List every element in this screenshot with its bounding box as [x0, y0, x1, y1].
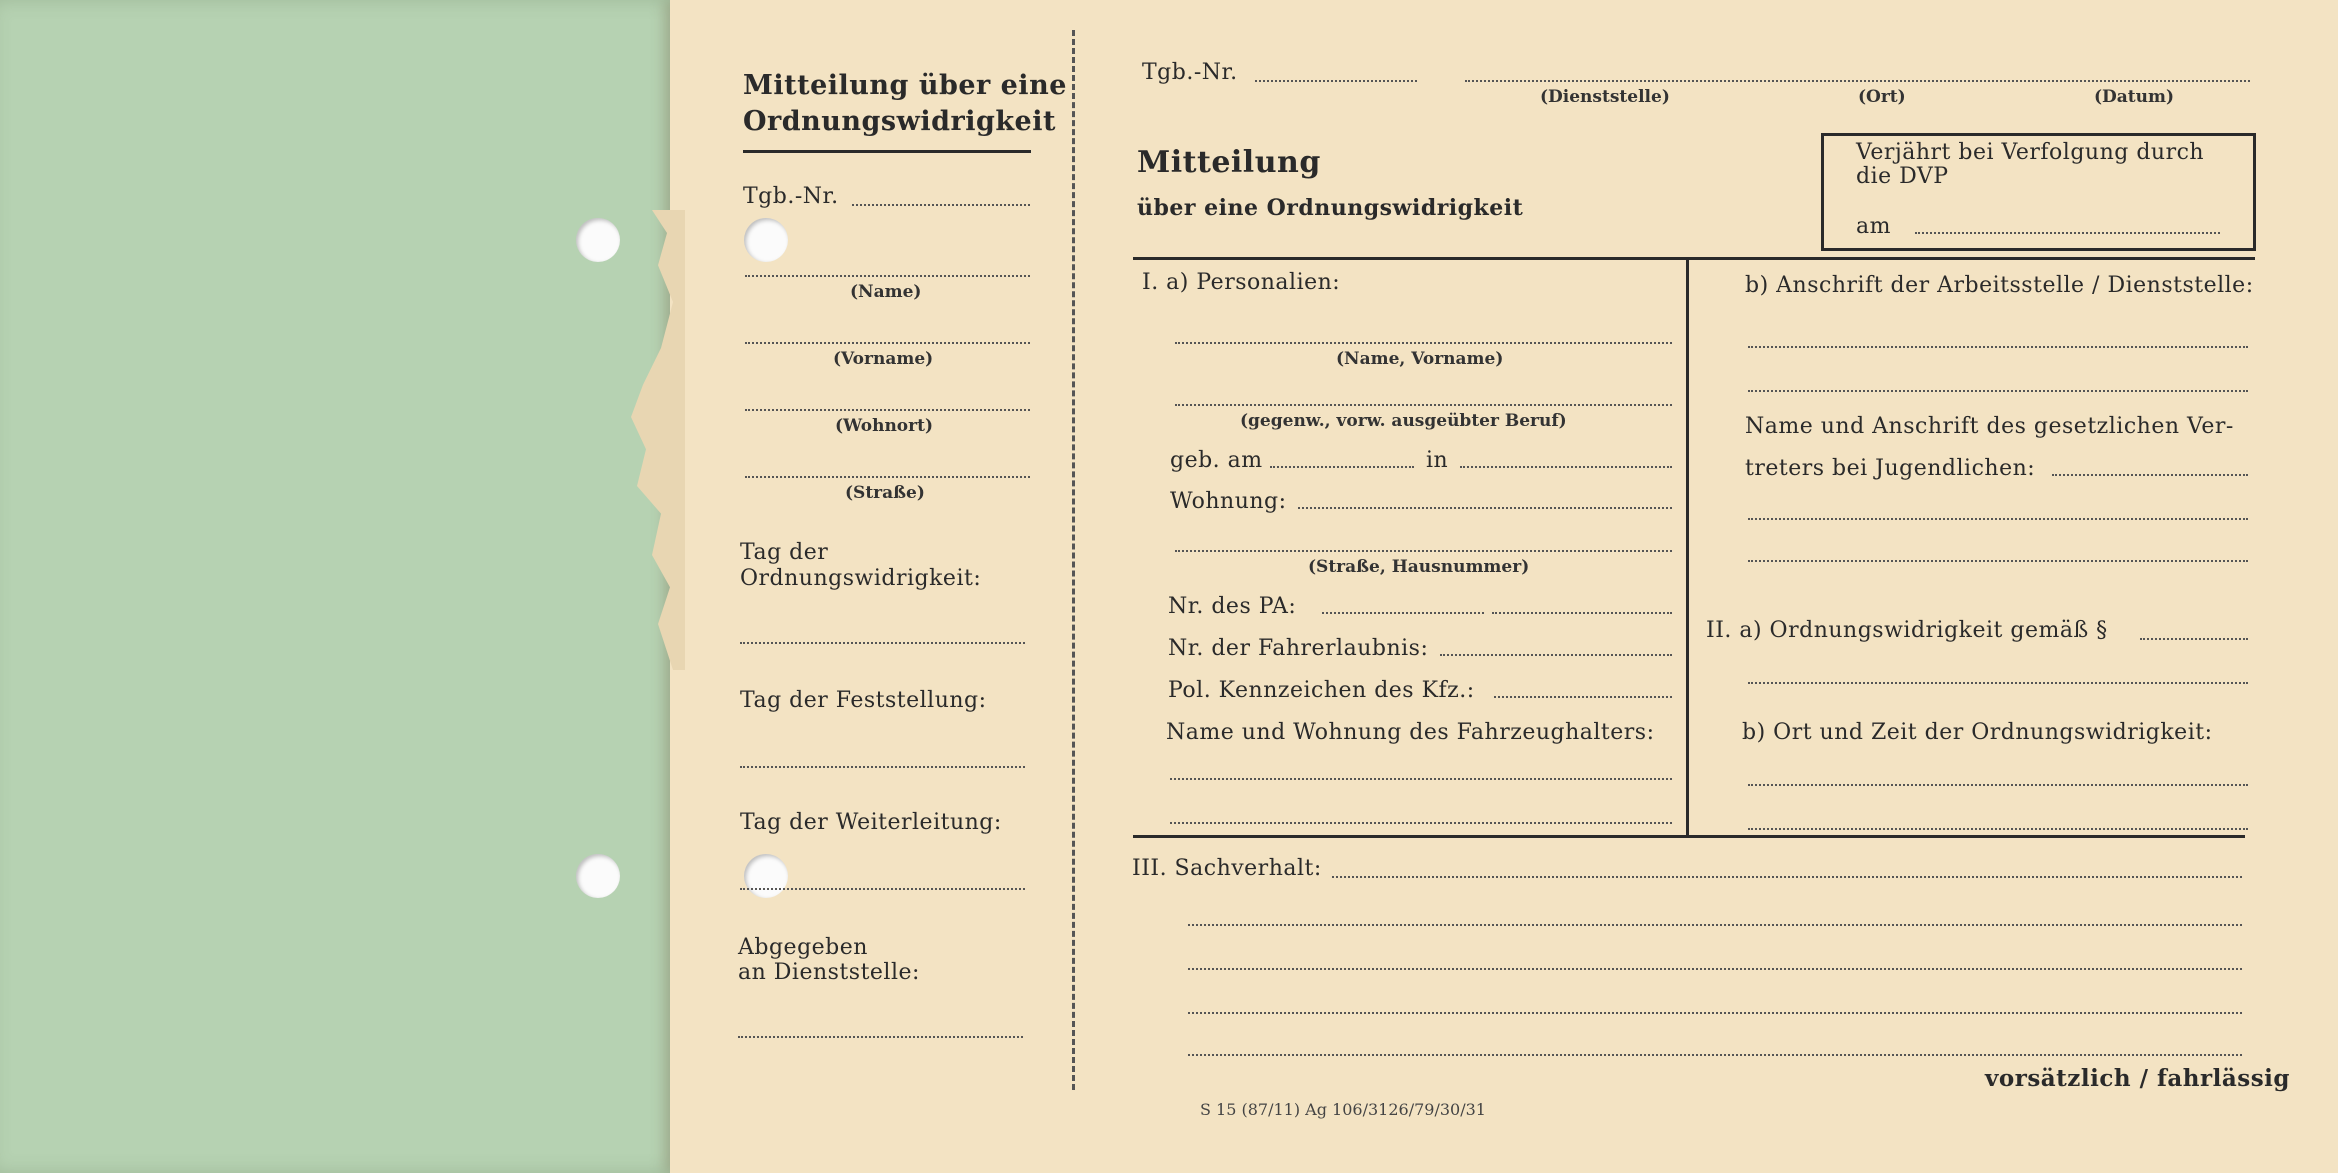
form-dienststelle-ort-datum-field[interactable] — [1465, 80, 2250, 82]
sachverhalt-field-4[interactable] — [1188, 1012, 2242, 1014]
section-top-rule — [1133, 257, 2255, 260]
stub-vorname-field[interactable] — [745, 342, 1030, 344]
vertreter-field-1[interactable] — [2052, 474, 2248, 476]
sachverhalt-field-2[interactable] — [1188, 924, 2242, 926]
wohnung-label: Wohnung: — [1170, 489, 1287, 514]
fahrzeughalter-field-2[interactable] — [1170, 822, 1672, 824]
sachverhalt-field-1[interactable] — [1332, 876, 2242, 878]
stub-tag-ow-label1: Tag der — [740, 540, 829, 565]
stub-tag-weiterleitung-label: Tag der Weiterleitung: — [740, 810, 1002, 835]
form-subtitle: über eine Ordnungswidrigkeit — [1137, 195, 1524, 221]
green-back-cover — [0, 0, 690, 1173]
kennzeichen-field[interactable] — [1494, 696, 1672, 698]
stub-title-line1: Mitteilung über eine — [743, 70, 1067, 101]
ort-zeit-field-1[interactable] — [1748, 784, 2248, 786]
fahrzeughalter-label: Name und Wohnung des Fahrzeughalters: — [1166, 720, 1655, 745]
stub-tag-ow-field[interactable] — [740, 642, 1025, 644]
punch-hole — [576, 218, 620, 262]
ort-zeit-field-2[interactable] — [1748, 828, 2248, 830]
wohnung-field[interactable] — [1298, 507, 1672, 509]
personalien-label: I. a) Personalien: — [1142, 270, 1341, 295]
anschrift-arbeit-field-1[interactable] — [1748, 346, 2248, 348]
geb-am-label: geb. am — [1170, 448, 1263, 473]
punch-hole — [744, 218, 788, 262]
verjaehrt-text1: Verjährt bei Verfolgung durch — [1856, 140, 2205, 165]
vertreter-label2: treters bei Jugendlichen: — [1745, 456, 2036, 481]
sachverhalt-field-3[interactable] — [1188, 968, 2242, 970]
stub-title-underline — [743, 150, 1031, 153]
kennzeichen-label: Pol. Kennzeichen des Kfz.: — [1168, 678, 1475, 703]
strasse-hausnr-field[interactable] — [1175, 550, 1672, 552]
beruf-field[interactable] — [1175, 404, 1672, 406]
geb-in-label: in — [1426, 448, 1449, 473]
stub-tgb-label: Tgb.-Nr. — [743, 184, 839, 209]
stub-vorname-caption: (Vorname) — [833, 349, 934, 369]
stub-abgegeben-field[interactable] — [738, 1036, 1023, 1038]
ort-caption: (Ort) — [1858, 87, 1906, 107]
stub-wohnort-field[interactable] — [745, 409, 1030, 411]
sachverhalt-field-5[interactable] — [1188, 1054, 2242, 1056]
verjaehrt-am-field[interactable] — [1915, 232, 2220, 234]
nr-pa-label: Nr. des PA: — [1168, 594, 1297, 619]
nr-pa-field-1[interactable] — [1322, 612, 1484, 614]
form-footer-code: S 15 (87/11) Ag 106/3126/79/30/31 — [1200, 1100, 1486, 1119]
section-divider — [1686, 257, 1689, 837]
vorsaetzlich-fahrlaessig[interactable]: vorsätzlich / fahrlässig — [1985, 1065, 2290, 1092]
stub-abgegeben-label2: an Dienststelle: — [738, 960, 920, 985]
stub-tag-feststellung-label: Tag der Feststellung: — [740, 688, 987, 713]
anschrift-arbeit-label: b) Anschrift der Arbeitsstelle / Dienststelle: — [1745, 273, 2254, 298]
perforation-line — [1072, 30, 1075, 1090]
vertreter-field-2[interactable] — [1748, 518, 2248, 520]
name-vorname-caption: (Name, Vorname) — [1336, 349, 1504, 369]
form-tgb-field[interactable] — [1255, 80, 1417, 82]
form-tgb-label: Tgb.-Nr. — [1142, 60, 1238, 85]
anschrift-arbeit-field-2[interactable] — [1748, 390, 2248, 392]
name-vorname-field[interactable] — [1175, 342, 1672, 344]
stub-wohnort-caption: (Wohnort) — [835, 416, 933, 436]
stub-tag-weiterleitung-field[interactable] — [740, 888, 1025, 890]
stub-strasse-caption: (Straße) — [845, 483, 925, 503]
stub-tag-ow-label2: Ordnungswidrigkeit: — [740, 566, 982, 591]
strasse-hausnr-caption: (Straße, Hausnummer) — [1308, 557, 1530, 577]
verjaehrt-text2: die DVP — [1856, 164, 1949, 189]
geb-in-field[interactable] — [1460, 466, 1672, 468]
dienststelle-caption: (Dienststelle) — [1540, 87, 1670, 107]
vertreter-field-3[interactable] — [1748, 560, 2248, 562]
vertreter-label1: Name und Anschrift des gesetzlichen Ver- — [1745, 414, 2234, 439]
fahrerlaubnis-field[interactable] — [1440, 654, 1672, 656]
geb-am-field[interactable] — [1270, 466, 1414, 468]
fahrzeughalter-field-1[interactable] — [1170, 778, 1672, 780]
stub-abgegeben-label1: Abgegeben — [738, 935, 868, 960]
form-title: Mitteilung — [1137, 145, 1321, 180]
punch-hole — [744, 854, 788, 898]
stub-tag-feststellung-field[interactable] — [740, 766, 1025, 768]
fahrerlaubnis-label: Nr. der Fahrerlaubnis: — [1168, 636, 1429, 661]
ow-gemaess-field-2[interactable] — [1748, 682, 2248, 684]
ort-zeit-label: b) Ort und Zeit der Ordnungswidrigkeit: — [1742, 720, 2213, 745]
stub-title-line2: Ordnungswidrigkeit — [743, 106, 1056, 137]
section-III-rule — [1133, 835, 2245, 838]
stub-tgb-field[interactable] — [852, 204, 1030, 206]
ow-gemaess-label: II. a) Ordnungswidrigkeit gemäß § — [1706, 618, 2108, 643]
beruf-caption: (gegenw., vorw. ausgeübter Beruf) — [1240, 411, 1567, 431]
stub-name-field[interactable] — [745, 275, 1030, 277]
stub-strasse-field[interactable] — [745, 476, 1030, 478]
ow-gemaess-field[interactable] — [2140, 638, 2248, 640]
verjaehrt-am-label: am — [1856, 214, 1891, 239]
datum-caption: (Datum) — [2094, 87, 2175, 107]
nr-pa-field-2[interactable] — [1492, 612, 1672, 614]
punch-hole — [576, 854, 620, 898]
stub-name-caption: (Name) — [850, 282, 922, 302]
sachverhalt-label: III. Sachverhalt: — [1132, 856, 1322, 881]
